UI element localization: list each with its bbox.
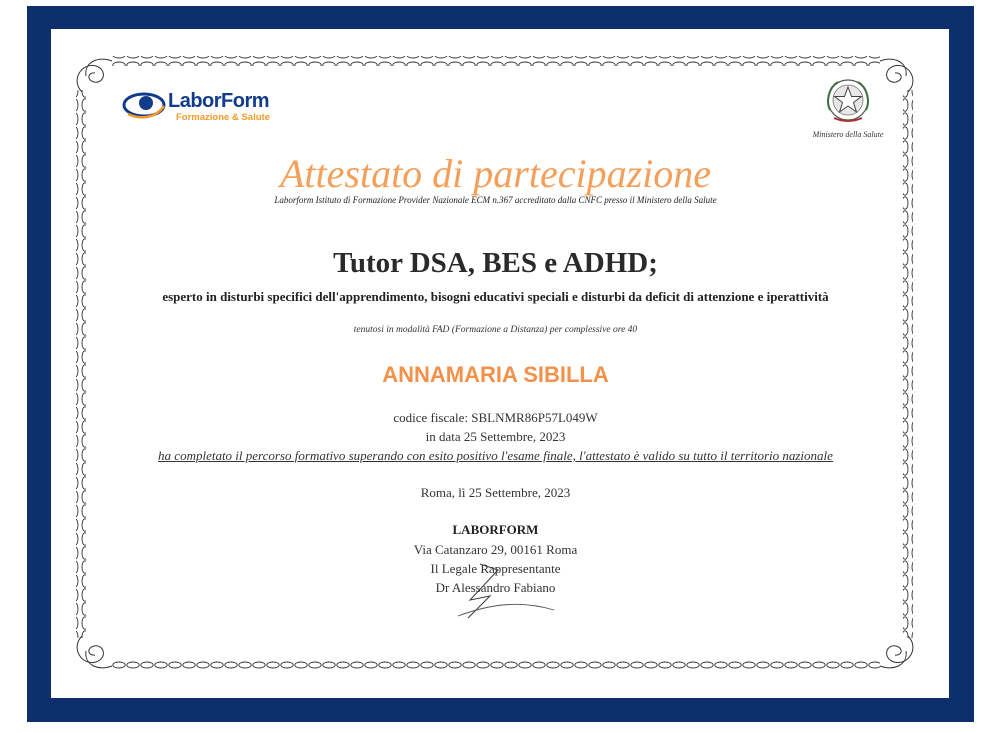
signer-name: Dr Alessandro Fabiano — [435, 580, 556, 595]
logo-tagline: Formazione & Salute — [176, 112, 270, 123]
logo-name: LaborForm — [168, 90, 270, 112]
fiscal-code: codice fiscale: SBLNMR86P57L049W — [393, 410, 598, 425]
italian-emblem-icon — [808, 74, 888, 130]
logo-swoosh-icon — [122, 84, 168, 128]
course-title: Tutor DSA, BES e ADHD; — [333, 247, 658, 279]
organization-name: LABORFORM — [452, 522, 539, 537]
completion-date: in data 25 Settembre, 2023 — [425, 429, 566, 444]
emblem-caption: Ministero della Salute — [812, 130, 884, 139]
legal-representative-label: Il Legale Rappresentante — [430, 561, 561, 576]
course-subtitle: esperto in disturbi specifici dell'apprendimento, bisogni educativi speciali e disturbi da deficit di attenzione e iperattività — [162, 289, 829, 304]
completion-statement: ha completato il percorso formativo superando con esito positivo l'esame finale, l'attestato è valido su tutto il territorio nazionale — [158, 448, 833, 463]
handwritten-signature — [450, 560, 560, 620]
recipient-name: ANNAMARIA SIBILLA — [382, 362, 609, 387]
organization-address: Via Catanzaro 29, 00161 Roma — [413, 542, 578, 557]
certificate-title: Attestato di partecipazione — [279, 151, 712, 196]
laborform-logo — [122, 84, 297, 128]
provider-line: Laborform Istituto di Formazione Provider Nazionale ECM n.367 accreditato dalla CNFC presso il Ministero della Salute — [274, 195, 717, 205]
place-date: Roma, lì 25 Settembre, 2023 — [420, 485, 571, 500]
course-mode: tenutosi in modalità FAD (Formazione a Distanza) per complessive ore 40 — [353, 325, 638, 335]
ministry-emblem — [808, 74, 888, 146]
